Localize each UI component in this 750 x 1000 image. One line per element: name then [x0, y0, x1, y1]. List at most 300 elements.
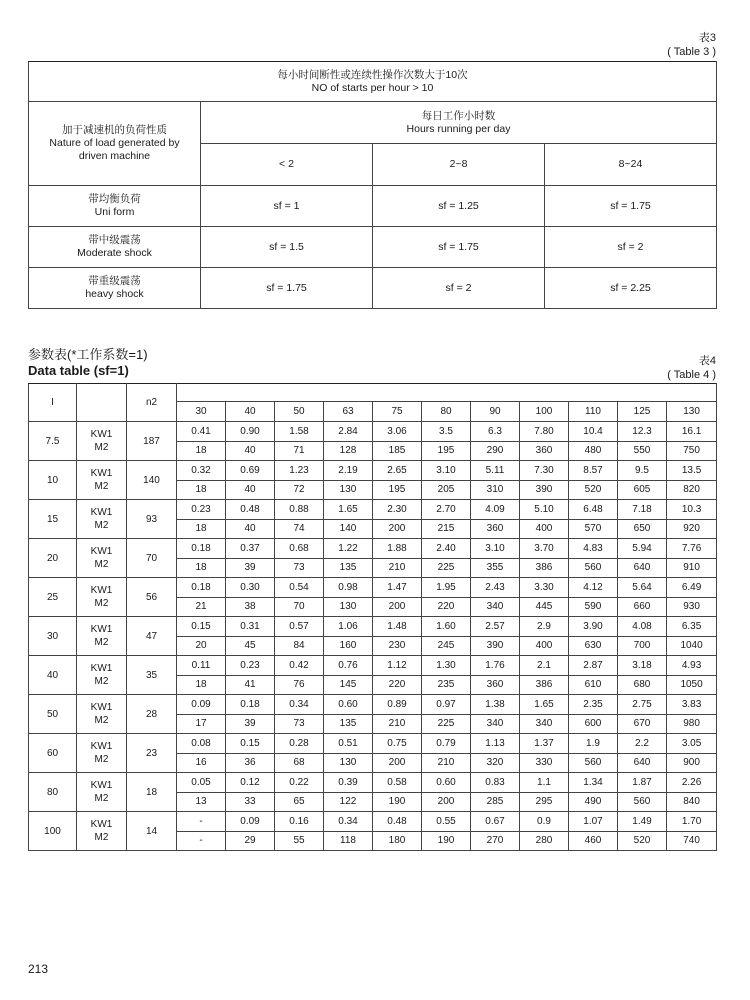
m2-value: 900 [667, 753, 717, 773]
table-row-kw [29, 773, 717, 793]
kw-value: 0.48 [226, 500, 275, 520]
kw-label: KW1 [90, 819, 113, 830]
kw-value: 1.22 [324, 539, 373, 559]
sf-cell: sf = 1.75 [373, 227, 545, 268]
kw-value: 9.5 [618, 461, 667, 481]
load-type-en: Uni form [94, 206, 135, 218]
kw-value: 7.30 [520, 461, 569, 481]
m2-value: 145 [324, 675, 373, 695]
m2-value: 386 [520, 558, 569, 578]
m2-value: 18 [177, 441, 226, 461]
m2-value: 33 [226, 792, 275, 812]
kw-value: 1.49 [618, 812, 667, 832]
kw-value: 0.34 [324, 812, 373, 832]
kw-value: 0.31 [226, 617, 275, 637]
n2-cell: 35 [127, 656, 177, 695]
hours-col-3: 8~24 [545, 144, 717, 186]
m2-value: 930 [667, 597, 717, 617]
table3-caption [667, 31, 716, 59]
m2-value: 910 [667, 558, 717, 578]
kw-value: 1.1 [520, 773, 569, 793]
kw-value: 0.51 [324, 734, 373, 754]
kw-value: 3.10 [471, 539, 520, 559]
kw-value: 1.37 [520, 734, 569, 754]
m2-value: 640 [618, 558, 667, 578]
kw-value: 2.65 [373, 461, 422, 481]
kw-value: 1.58 [275, 422, 324, 442]
table-row-kw [29, 812, 717, 832]
kw-value: 5.64 [618, 578, 667, 598]
kw-value: 5.10 [520, 500, 569, 520]
kw-value: 2.70 [422, 500, 471, 520]
kw-value: 1.13 [471, 734, 520, 754]
m2-value: 220 [422, 597, 471, 617]
kw-value: - [177, 812, 226, 832]
m2-value: 195 [422, 441, 471, 461]
kw-value: 0.67 [471, 812, 520, 832]
n2-cell: 140 [127, 461, 177, 500]
m2-value: 670 [618, 714, 667, 734]
kw-value: 0.58 [373, 773, 422, 793]
kw-value: 0.75 [373, 734, 422, 754]
m2-value: 18 [177, 558, 226, 578]
kw-value: 6.3 [471, 422, 520, 442]
kw-value: 2.26 [667, 773, 717, 793]
section-title-en: Data table (sf=1) [28, 363, 129, 378]
m2-value: 40 [226, 441, 275, 461]
kw-value: 4.83 [569, 539, 618, 559]
ratio-cell: 10 [29, 461, 77, 500]
header-size-band [177, 384, 717, 402]
kw-value: 7.76 [667, 539, 717, 559]
n2-cell: 14 [127, 812, 177, 851]
kw-value: 3.5 [422, 422, 471, 442]
kw-value: 3.18 [618, 656, 667, 676]
sf-cell: sf = 2 [373, 268, 545, 309]
m2-label: M2 [94, 559, 109, 570]
kw-label: KW1 [90, 663, 113, 674]
kw-value: 0.23 [226, 656, 275, 676]
kw-value: 1.87 [618, 773, 667, 793]
data-table [28, 383, 717, 851]
m2-value: 610 [569, 675, 618, 695]
kw-m2-label [77, 812, 127, 851]
kw-value: 0.42 [275, 656, 324, 676]
m2-value: 29 [226, 831, 275, 851]
table3-title-cn: 每小时间断性或连续性操作次数大于10次 [277, 68, 468, 81]
table-row-kw [29, 539, 717, 559]
kw-value: 4.08 [618, 617, 667, 637]
table3-title-en: NO of starts per hour > 10 [311, 81, 434, 94]
kw-value: 1.06 [324, 617, 373, 637]
kw-value: 5.11 [471, 461, 520, 481]
kw-m2-label [77, 461, 127, 500]
kw-value: 0.18 [177, 578, 226, 598]
m2-value: 320 [471, 753, 520, 773]
m2-value: 41 [226, 675, 275, 695]
m2-value: 200 [373, 597, 422, 617]
kw-value: 6.48 [569, 500, 618, 520]
kw-value: 0.76 [324, 656, 373, 676]
m2-value: 20 [177, 636, 226, 656]
kw-value: 4.93 [667, 656, 717, 676]
m2-value: 18 [177, 675, 226, 695]
m2-value: 18 [177, 519, 226, 539]
m2-value: 480 [569, 441, 618, 461]
nature-header-en1: Nature of load generated by [49, 137, 180, 149]
m2-value: 195 [373, 480, 422, 500]
kw-m2-label [77, 578, 127, 617]
m2-value: 210 [373, 714, 422, 734]
kw-value: 2.2 [618, 734, 667, 754]
n2-cell: 23 [127, 734, 177, 773]
kw-value: 2.57 [471, 617, 520, 637]
m2-value: 400 [520, 636, 569, 656]
kw-value: 2.84 [324, 422, 373, 442]
kw-value: 0.9 [520, 812, 569, 832]
m2-value: 630 [569, 636, 618, 656]
kw-value: 0.79 [422, 734, 471, 754]
m2-value: 230 [373, 636, 422, 656]
nature-header-cn: 加于减速机的负荷性质 [62, 124, 167, 136]
m2-value: - [177, 831, 226, 851]
kw-value: 0.22 [275, 773, 324, 793]
kw-value: 0.39 [324, 773, 373, 793]
load-type-cn: 带均衡负荷 [88, 193, 141, 205]
m2-value: 245 [422, 636, 471, 656]
kw-value: 1.07 [569, 812, 618, 832]
m2-value: 660 [618, 597, 667, 617]
kw-value: 0.60 [422, 773, 471, 793]
kw-value: 0.23 [177, 500, 226, 520]
table-row-kw [29, 656, 717, 676]
kw-value: 0.30 [226, 578, 275, 598]
kw-value: 0.34 [275, 695, 324, 715]
table3-caption-cn: 表3 [698, 32, 716, 44]
m2-label: M2 [94, 481, 109, 492]
nature-header-en2: driven machine [78, 150, 151, 162]
kw-value: 2.75 [618, 695, 667, 715]
m2-value: 73 [275, 714, 324, 734]
kw-value: 7.80 [520, 422, 569, 442]
kw-value: 0.15 [177, 617, 226, 637]
kw-value: 0.12 [226, 773, 275, 793]
kw-value: 1.30 [422, 656, 471, 676]
kw-value: 4.09 [471, 500, 520, 520]
m2-value: 215 [422, 519, 471, 539]
sf-cell: sf = 2 [545, 227, 717, 268]
kw-value: 5.94 [618, 539, 667, 559]
table3-caption-en: ( Table 3 ) [667, 46, 716, 58]
kw-value: 0.83 [471, 773, 520, 793]
m2-value: 140 [324, 519, 373, 539]
hours-header-cn: 每日工作小时数 [421, 109, 496, 122]
m2-value: 65 [275, 792, 324, 812]
m2-value: 200 [422, 792, 471, 812]
kw-value: 10.3 [667, 500, 717, 520]
kw-label: KW1 [90, 624, 113, 635]
kw-value: 1.47 [373, 578, 422, 598]
m2-value: 560 [618, 792, 667, 812]
m2-value: 750 [667, 441, 717, 461]
m2-value: 235 [422, 675, 471, 695]
kw-value: 0.48 [373, 812, 422, 832]
kw-value: 1.38 [471, 695, 520, 715]
n2-cell: 93 [127, 500, 177, 539]
m2-value: 225 [422, 558, 471, 578]
kw-value: 3.06 [373, 422, 422, 442]
header-n2: n2 [127, 384, 177, 422]
n2-cell: 187 [127, 422, 177, 461]
m2-value: 210 [373, 558, 422, 578]
kw-label: KW1 [90, 780, 113, 791]
kw-value: 1.76 [471, 656, 520, 676]
m2-value: 45 [226, 636, 275, 656]
m2-value: 550 [618, 441, 667, 461]
m2-value: 360 [471, 675, 520, 695]
load-type-en: Moderate shock [77, 247, 152, 259]
kw-value: 3.70 [520, 539, 569, 559]
m2-value: 200 [373, 753, 422, 773]
page-number: 213 [28, 962, 49, 976]
kw-label: KW1 [90, 702, 113, 713]
size-header: 130 [667, 402, 717, 422]
kw-value: 0.09 [226, 812, 275, 832]
kw-value: 2.1 [520, 656, 569, 676]
sf-cell: sf = 1.75 [545, 186, 717, 227]
m2-value: 200 [373, 519, 422, 539]
kw-value: 0.18 [226, 695, 275, 715]
m2-label: M2 [94, 754, 109, 765]
m2-value: 225 [422, 714, 471, 734]
kw-value: 2.87 [569, 656, 618, 676]
m2-value: 605 [618, 480, 667, 500]
kw-value: 0.88 [275, 500, 324, 520]
service-factor-table [28, 61, 717, 309]
kw-label: KW1 [90, 741, 113, 752]
m2-value: 122 [324, 792, 373, 812]
size-header: 90 [471, 402, 520, 422]
header-i: I [29, 384, 77, 422]
size-header: 75 [373, 402, 422, 422]
m2-value: 210 [422, 753, 471, 773]
kw-value: 8.57 [569, 461, 618, 481]
kw-value: 2.30 [373, 500, 422, 520]
m2-value: 39 [226, 558, 275, 578]
m2-value: 840 [667, 792, 717, 812]
m2-value: 40 [226, 480, 275, 500]
m2-value: 36 [226, 753, 275, 773]
m2-value: 39 [226, 714, 275, 734]
ratio-cell: 80 [29, 773, 77, 812]
m2-value: 295 [520, 792, 569, 812]
kw-value: 0.32 [177, 461, 226, 481]
m2-value: 700 [618, 636, 667, 656]
m2-value: 1040 [667, 636, 717, 656]
m2-value: 135 [324, 558, 373, 578]
ratio-cell: 30 [29, 617, 77, 656]
kw-value: 6.49 [667, 578, 717, 598]
kw-value: 1.60 [422, 617, 471, 637]
m2-value: 1050 [667, 675, 717, 695]
size-header: 80 [422, 402, 471, 422]
kw-value: 1.88 [373, 539, 422, 559]
section-heading [28, 344, 148, 378]
n2-cell: 28 [127, 695, 177, 734]
m2-value: 74 [275, 519, 324, 539]
m2-value: 285 [471, 792, 520, 812]
table3-row [29, 186, 717, 227]
kw-value: 0.90 [226, 422, 275, 442]
hours-header [201, 102, 717, 144]
kw-value: 1.23 [275, 461, 324, 481]
kw-value: 0.98 [324, 578, 373, 598]
size-header: 40 [226, 402, 275, 422]
m2-value: 280 [520, 831, 569, 851]
kw-value: 2.43 [471, 578, 520, 598]
kw-value: 1.9 [569, 734, 618, 754]
m2-value: 128 [324, 441, 373, 461]
kw-value: 0.37 [226, 539, 275, 559]
ratio-cell: 40 [29, 656, 77, 695]
m2-value: 600 [569, 714, 618, 734]
table4-caption-en: ( Table 4 ) [667, 369, 716, 381]
load-type-cn: 带中级震荡 [88, 234, 141, 246]
kw-value: 0.55 [422, 812, 471, 832]
table-row-kw [29, 500, 717, 520]
sf-cell: sf = 1.75 [201, 268, 373, 309]
ratio-cell: 20 [29, 539, 77, 578]
size-header: 30 [177, 402, 226, 422]
kw-value: 0.69 [226, 461, 275, 481]
kw-value: 0.28 [275, 734, 324, 754]
kw-value: 0.68 [275, 539, 324, 559]
kw-label: KW1 [90, 507, 113, 518]
m2-label: M2 [94, 715, 109, 726]
m2-label: M2 [94, 832, 109, 843]
m2-value: 270 [471, 831, 520, 851]
load-type [29, 268, 201, 309]
m2-value: 130 [324, 597, 373, 617]
m2-value: 340 [471, 597, 520, 617]
m2-value: 400 [520, 519, 569, 539]
kw-value: 0.18 [177, 539, 226, 559]
m2-value: 570 [569, 519, 618, 539]
m2-value: 460 [569, 831, 618, 851]
sf-cell: sf = 1.5 [201, 227, 373, 268]
kw-m2-label [77, 656, 127, 695]
kw-value: 3.90 [569, 617, 618, 637]
m2-value: 520 [618, 831, 667, 851]
m2-value: 386 [520, 675, 569, 695]
m2-value: 70 [275, 597, 324, 617]
m2-value: 135 [324, 714, 373, 734]
size-header: 125 [618, 402, 667, 422]
table3-row [29, 268, 717, 309]
m2-value: 160 [324, 636, 373, 656]
kw-value: 1.34 [569, 773, 618, 793]
m2-value: 17 [177, 714, 226, 734]
m2-value: 180 [373, 831, 422, 851]
kw-value: 10.4 [569, 422, 618, 442]
table-row-kw [29, 617, 717, 637]
kw-label: KW1 [90, 429, 113, 440]
m2-value: 680 [618, 675, 667, 695]
m2-value: 640 [618, 753, 667, 773]
kw-value: 3.05 [667, 734, 717, 754]
m2-label: M2 [94, 637, 109, 648]
kw-value: 0.41 [177, 422, 226, 442]
m2-value: 650 [618, 519, 667, 539]
m2-value: 55 [275, 831, 324, 851]
m2-value: 355 [471, 558, 520, 578]
header-blank [77, 384, 127, 422]
load-type-en: heavy shock [85, 288, 144, 300]
table3-title [29, 62, 717, 102]
m2-label: M2 [94, 676, 109, 687]
m2-value: 84 [275, 636, 324, 656]
m2-value: 360 [471, 519, 520, 539]
kw-value: 4.12 [569, 578, 618, 598]
m2-value: 920 [667, 519, 717, 539]
kw-m2-label [77, 422, 127, 461]
m2-label: M2 [94, 442, 109, 453]
m2-value: 130 [324, 480, 373, 500]
n2-cell: 18 [127, 773, 177, 812]
m2-value: 360 [520, 441, 569, 461]
table-row-kw [29, 695, 717, 715]
m2-value: 72 [275, 480, 324, 500]
table4-caption [667, 354, 716, 382]
ratio-cell: 25 [29, 578, 77, 617]
m2-value: 38 [226, 597, 275, 617]
kw-value: 0.97 [422, 695, 471, 715]
m2-value: 68 [275, 753, 324, 773]
m2-value: 980 [667, 714, 717, 734]
size-header: 50 [275, 402, 324, 422]
m2-value: 21 [177, 597, 226, 617]
load-type [29, 186, 201, 227]
kw-value: 0.57 [275, 617, 324, 637]
kw-value: 2.40 [422, 539, 471, 559]
load-type-cn: 带重级震荡 [88, 275, 141, 287]
m2-value: 73 [275, 558, 324, 578]
m2-value: 560 [569, 558, 618, 578]
m2-value: 390 [520, 480, 569, 500]
size-header: 63 [324, 402, 373, 422]
m2-value: 130 [324, 753, 373, 773]
m2-value: 340 [471, 714, 520, 734]
n2-cell: 70 [127, 539, 177, 578]
kw-value: 3.10 [422, 461, 471, 481]
m2-value: 310 [471, 480, 520, 500]
kw-label: KW1 [90, 585, 113, 596]
kw-value: 0.11 [177, 656, 226, 676]
m2-value: 740 [667, 831, 717, 851]
m2-value: 16 [177, 753, 226, 773]
kw-value: 13.5 [667, 461, 717, 481]
hours-col-1: < 2 [201, 144, 373, 186]
kw-m2-label [77, 734, 127, 773]
table-row-kw [29, 461, 717, 481]
kw-value: 1.65 [324, 500, 373, 520]
m2-value: 290 [471, 441, 520, 461]
table-row-kw [29, 578, 717, 598]
m2-label: M2 [94, 598, 109, 609]
m2-label: M2 [94, 520, 109, 531]
kw-value: 0.54 [275, 578, 324, 598]
kw-value: 0.16 [275, 812, 324, 832]
